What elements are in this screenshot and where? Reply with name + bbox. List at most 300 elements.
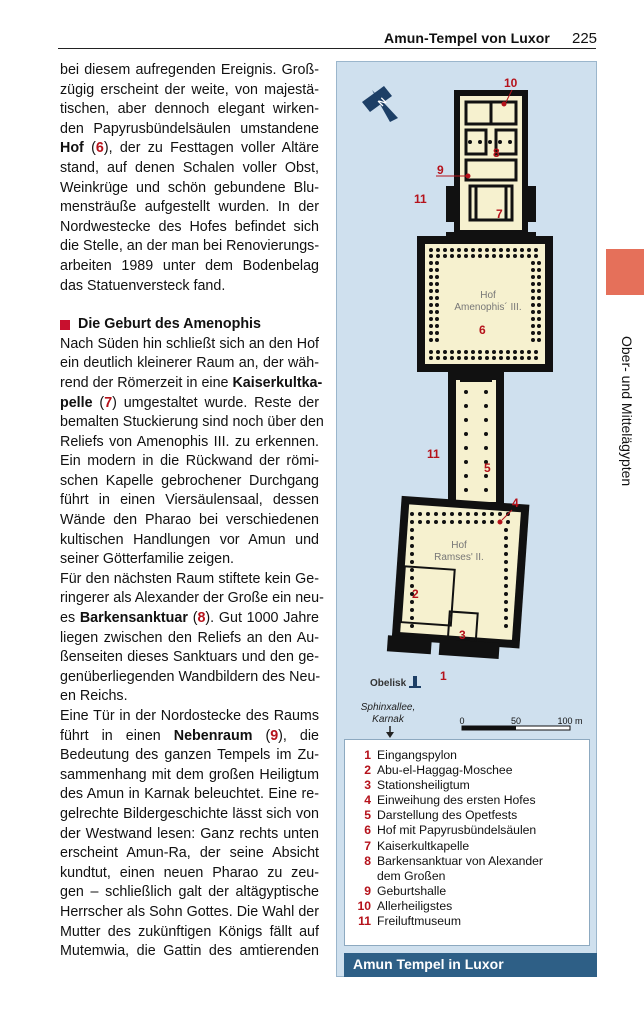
text-line: tischen, aber dennoch elegant wirken-	[60, 101, 319, 118]
map-marker-4: 4	[512, 496, 519, 510]
legend-text: Eingangspylon	[377, 748, 457, 762]
column-dot	[485, 254, 489, 258]
sphinx-label-2: Karnak	[372, 714, 404, 725]
map-legend	[344, 739, 590, 946]
column-dot	[474, 512, 478, 516]
text-line: erscheint Amun-Ra, der seine Absicht	[60, 845, 319, 862]
column-dot	[527, 350, 531, 354]
column-dot	[426, 520, 430, 524]
scale-tick-0: 0	[459, 716, 465, 726]
column-dot	[464, 432, 468, 436]
column-dot	[504, 584, 508, 588]
column-dot	[537, 268, 541, 272]
text-line: Nach Süden hin schließt sich an den Hof	[60, 335, 319, 352]
column-dot	[490, 520, 494, 524]
column-dot	[436, 254, 440, 258]
legend-item	[355, 899, 589, 914]
text-fragment: ). Gut 1000 Jahre	[205, 610, 320, 627]
column-dot	[418, 512, 422, 516]
legend-text: Darstellung des Opetfests	[377, 808, 518, 823]
text-line: gelrechte Bildergeschichte lässt sich von	[60, 805, 319, 822]
column-dot	[457, 356, 461, 360]
column-dot	[499, 248, 503, 252]
text-line: seiner Götterfamilie zeigen.	[60, 551, 235, 568]
column-dot	[504, 552, 508, 556]
column-dot	[466, 520, 470, 524]
map-marker-1: 1	[440, 669, 447, 683]
column-dot	[531, 289, 535, 293]
column-dot	[429, 248, 433, 252]
column-dot	[442, 520, 446, 524]
column-dot	[435, 275, 439, 279]
column-dot	[478, 356, 482, 360]
colonnade	[448, 372, 504, 508]
text-line: sammenhang mit dem großen Heiligtum	[60, 766, 319, 783]
column-dot	[504, 544, 508, 548]
map-marker-11-mid: 11	[427, 447, 440, 461]
text-line: den Papyrusbündelsäulen umstandene	[60, 120, 319, 137]
text-line: führt in einen Viersäulensaal, dessen	[60, 492, 319, 509]
column-dot	[410, 608, 414, 612]
column-dot	[531, 303, 535, 307]
scale-bar	[462, 726, 570, 730]
text-line: der Westwand lesen: Ganz rechts unten	[60, 825, 319, 842]
text-fragment: führt in einen	[60, 727, 174, 744]
column-dot	[450, 512, 454, 516]
map-marker-9: 9	[437, 163, 444, 177]
column-dot	[435, 324, 439, 328]
column-dot	[436, 248, 440, 252]
scale-tick-100: 100 m	[557, 716, 583, 726]
column-dot	[443, 350, 447, 354]
column-dot	[537, 331, 541, 335]
court-amenophis-label-1: Hof	[480, 290, 496, 301]
legend-number: 4	[364, 793, 371, 808]
column-dot	[504, 616, 508, 620]
column-dot	[410, 616, 414, 620]
map-marker-10: 10	[504, 76, 518, 90]
legend-item	[355, 823, 589, 838]
text-line: Für den nächsten Raum stiftete kein Ge-	[60, 570, 319, 587]
map-marker-7: 7	[496, 207, 503, 221]
column-dot	[478, 350, 482, 354]
column-dot	[537, 296, 541, 300]
column-dot	[457, 248, 461, 252]
map-marker-8: 8	[493, 146, 500, 160]
legend-number	[355, 869, 371, 884]
text-fragment: rend der Römerzeit in eine	[60, 374, 233, 391]
map-marker-11-top: 11	[414, 192, 427, 206]
text-line: Hof (6), der zu Festtagen voller Altäre	[60, 140, 320, 157]
column-dot	[418, 520, 422, 524]
column-dot	[537, 282, 541, 286]
text-line: mensträuße aufgestellt wurden. In der	[60, 199, 319, 216]
legend-text: Freiluftmuseum	[377, 914, 461, 929]
text-fragment: es	[60, 610, 80, 627]
legend-text: Barkensanktuar von Alexander	[377, 853, 543, 868]
sphinx-label-1: Sphinxallee,	[360, 702, 416, 713]
column-dot	[506, 254, 510, 258]
column-dot	[464, 446, 468, 450]
column-dot	[466, 512, 470, 516]
court-ramses-label-1: Hof	[451, 540, 467, 551]
column-dot	[482, 520, 486, 524]
column-dot	[478, 140, 482, 144]
legend-text: dem Großen	[377, 868, 446, 883]
column-dot	[513, 248, 517, 252]
column-dot	[520, 254, 524, 258]
text-line: liegen zwischen den Reliefs an den Au-	[60, 629, 319, 646]
column-dot	[410, 560, 414, 564]
column-dot	[450, 254, 454, 258]
legend-number: 3	[364, 778, 371, 793]
column-dot	[527, 248, 531, 252]
text-line: das Statuenversteck fand.	[60, 277, 226, 294]
text-line: bemalten Stuckierung sind noch über den	[60, 414, 324, 431]
column-dot	[513, 356, 517, 360]
legend-item	[355, 763, 589, 778]
running-header-title: Amun-Tempel von Luxor	[384, 30, 550, 46]
column-dot	[508, 140, 512, 144]
column-dot	[513, 254, 517, 258]
column-dot	[504, 592, 508, 596]
legend-number: 6	[364, 823, 371, 838]
column-dot	[443, 356, 447, 360]
column-dot	[410, 544, 414, 548]
column-dot	[435, 296, 439, 300]
column-dot	[464, 356, 468, 360]
column-dot	[429, 261, 433, 265]
column-dot	[429, 282, 433, 286]
column-dot	[410, 568, 414, 572]
column-dot	[429, 317, 433, 321]
column-dot	[429, 268, 433, 272]
column-dot	[537, 324, 541, 328]
text-line: führt in einen Nebenraum (9), die	[60, 727, 319, 744]
legend-number: 1	[364, 748, 371, 762]
column-dot	[531, 275, 535, 279]
chapter-side-label-text: Ober- und Mittelägypten	[619, 336, 635, 487]
legend-item	[355, 793, 589, 808]
section-heading-text: Die Geburt des Amenophis	[78, 316, 261, 333]
text-line: kultischen Handlungen vor Amun und	[60, 531, 319, 548]
column-dot	[484, 488, 488, 492]
column-dot	[484, 404, 488, 408]
column-dot	[410, 528, 414, 532]
column-dot	[429, 303, 433, 307]
text-line: kundtut, einen neuen Pharao zu zeu-	[60, 864, 319, 881]
column-dot	[504, 576, 508, 580]
column-dot	[464, 390, 468, 394]
legend-text: Allerheiligstes	[377, 898, 453, 913]
map-reference: 8	[197, 610, 206, 627]
column-dot	[426, 512, 430, 516]
column-dot	[471, 254, 475, 258]
column-dot	[531, 282, 535, 286]
column-dot	[464, 248, 468, 252]
page-number: 225	[572, 30, 598, 47]
map-marker-6: 6	[479, 323, 486, 337]
column-dot	[513, 350, 517, 354]
column-dot	[537, 261, 541, 265]
column-dot	[484, 418, 488, 422]
text-line: es Barkensanktuar (8). Gut 1000 Jahre	[60, 610, 320, 627]
obelisk-label: Obelisk	[370, 678, 407, 689]
legend-number: 2	[364, 763, 371, 778]
map-marker-5: 5	[484, 461, 491, 475]
column-dot	[504, 560, 508, 564]
column-dot	[488, 140, 492, 144]
column-dot	[464, 254, 468, 258]
column-dot	[436, 350, 440, 354]
column-dot	[534, 350, 538, 354]
arrow-down-icon	[386, 726, 394, 738]
legend-item	[355, 778, 589, 793]
column-dot	[464, 474, 468, 478]
column-dot	[471, 248, 475, 252]
bold-term: Barkensanktuar	[79, 610, 188, 627]
column-dot	[464, 488, 468, 492]
column-dot	[506, 248, 510, 252]
legend-item	[355, 748, 589, 763]
legend-item	[355, 854, 589, 869]
column-dot	[531, 296, 535, 300]
map-reference: 9	[270, 727, 279, 744]
column-dot	[485, 350, 489, 354]
obelisk-icon	[409, 676, 421, 688]
column-dot	[464, 418, 468, 422]
column-dot	[410, 536, 414, 540]
column-dot	[450, 350, 454, 354]
text-line: Eine Tür in der Nordostecke des Raums	[60, 708, 319, 724]
text-line: die Stelle, an der man bei Renovierungs-	[60, 238, 320, 255]
column-dot	[429, 350, 433, 354]
column-dot	[485, 356, 489, 360]
column-dot	[492, 350, 496, 354]
column-dot	[410, 552, 414, 556]
text-line: en Reichs.	[60, 688, 128, 705]
column-dot	[464, 404, 468, 408]
legend-item	[355, 914, 589, 929]
column-dot	[534, 254, 538, 258]
text-line: Reliefs von Amenophis III. zu erkennen.	[60, 433, 319, 450]
map-reference: 7	[104, 394, 113, 411]
column-dot	[443, 248, 447, 252]
column-dot	[531, 317, 535, 321]
column-dot	[464, 350, 468, 354]
column-dot	[474, 520, 478, 524]
column-dot	[429, 254, 433, 258]
column-dot	[435, 289, 439, 293]
map-marker-2: 2	[412, 587, 419, 601]
north-label: N	[376, 96, 390, 109]
column-dot	[531, 338, 535, 342]
column-dot	[435, 317, 439, 321]
column-dot	[499, 254, 503, 258]
column-dot	[492, 248, 496, 252]
column-dot	[506, 520, 510, 524]
column-dot	[435, 282, 439, 286]
text-line: Bedeutung des ganzen Tempels im Zu-	[60, 747, 319, 764]
column-dot	[520, 248, 524, 252]
text-line: Wände den Pharao bei verschiedenen	[60, 512, 319, 529]
column-dot	[504, 528, 508, 532]
text-line: genüberliegenden Wandbildern des Neu-	[60, 668, 321, 685]
column-dot	[410, 520, 414, 524]
column-dot	[490, 512, 494, 516]
column-dot	[429, 289, 433, 293]
bold-term: Kaiserkultka-	[232, 374, 323, 391]
column-dot	[498, 140, 502, 144]
text-line: ßenseiten dieses Sanktuars und den ge-	[60, 649, 319, 666]
column-dot	[499, 356, 503, 360]
column-dot	[534, 248, 538, 252]
bold-term: Nebenraum	[173, 727, 253, 744]
column-dot	[534, 356, 538, 360]
text-line: Weinkrüge und schön gebundene Blu-	[60, 179, 319, 196]
column-dot	[478, 248, 482, 252]
text-line: bei diesem aufregenden Ereignis. Groß-	[60, 62, 319, 78]
text-line: des Amun in Karnak beleuchtet. Eine re-	[60, 786, 319, 803]
column-dot	[435, 310, 439, 314]
column-dot	[531, 331, 535, 335]
column-dot	[482, 512, 486, 516]
text-line: Mutter des zukünftigen Königs fällt auf	[60, 923, 319, 940]
legend-number: 10	[357, 898, 371, 913]
column-dot	[485, 248, 489, 252]
column-dot	[537, 338, 541, 342]
text-line: ein deutlich kleinerer Raum an, der wäh-	[60, 355, 319, 372]
column-dot	[429, 356, 433, 360]
text-line: zügig erscheint der weite, von majestä-	[60, 81, 319, 98]
text-line: Mutemwia, die Gattin des amtierenden	[60, 943, 319, 960]
map-marker-3: 3	[459, 628, 466, 642]
legend-text: Einweihung des ersten Hofes	[377, 793, 536, 808]
column-dot	[484, 432, 488, 436]
column-dot	[504, 536, 508, 540]
column-dot	[435, 338, 439, 342]
column-dot	[537, 303, 541, 307]
column-dot	[435, 331, 439, 335]
bold-term: pelle	[60, 394, 93, 411]
map-reference: 6	[95, 140, 104, 157]
legend-number: 11	[358, 914, 371, 929]
column-dot	[531, 261, 535, 265]
column-dot	[410, 576, 414, 580]
column-dot	[471, 350, 475, 354]
map-caption: Amun Tempel in Luxor	[344, 953, 597, 977]
column-dot	[434, 512, 438, 516]
court-ramses-label-2: Ramses' II.	[434, 552, 484, 563]
legend-number: 8	[364, 853, 371, 868]
column-dot	[429, 275, 433, 279]
column-dot	[443, 254, 447, 258]
legend-item	[355, 839, 589, 854]
column-dot	[531, 310, 535, 314]
column-dot	[468, 140, 472, 144]
column-dot	[499, 350, 503, 354]
column-dot	[435, 261, 439, 265]
column-dot	[410, 624, 414, 628]
text-line: ringerer als Alexander der Große ein neu-	[60, 590, 324, 607]
column-dot	[429, 296, 433, 300]
column-dot	[435, 268, 439, 272]
legend-text: Kaiserkultkapelle	[377, 838, 470, 853]
column-dot	[504, 568, 508, 572]
column-dot	[471, 356, 475, 360]
column-dot	[434, 520, 438, 524]
north-arrow-icon	[362, 86, 398, 122]
column-dot	[429, 338, 433, 342]
column-dot	[478, 254, 482, 258]
column-dot	[458, 520, 462, 524]
column-dot	[492, 254, 496, 258]
text-line: arbeiten 1989 unter dem Bodenbelag	[60, 257, 319, 274]
column-dot	[484, 446, 488, 450]
column-dot	[537, 289, 541, 293]
column-dot	[504, 608, 508, 612]
column-dot	[537, 317, 541, 321]
column-dot	[527, 356, 531, 360]
column-dot	[458, 512, 462, 516]
legend-text: Hof mit Papyrusbündelsäulen	[377, 823, 537, 838]
column-dot	[506, 350, 510, 354]
column-dot	[457, 254, 461, 258]
legend-item	[355, 884, 589, 899]
column-dot	[464, 460, 468, 464]
column-dot	[450, 356, 454, 360]
text-fragment: ) umgestaltet wurde. Reste der	[112, 394, 320, 411]
legend-text: Abu-el-Haggag-Moschee	[377, 763, 513, 778]
text-line: stand, auf denen Schalen voller Obst,	[60, 159, 319, 176]
column-dot	[450, 248, 454, 252]
column-dot	[520, 356, 524, 360]
column-dot	[498, 512, 502, 516]
column-dot	[429, 331, 433, 335]
column-dot	[506, 356, 510, 360]
legend-number: 7	[364, 838, 371, 853]
legend-number: 9	[364, 883, 371, 898]
column-dot	[504, 624, 508, 628]
text-line: schen Kapelle gebrochener Durchgang	[60, 472, 319, 489]
column-dot	[410, 512, 414, 516]
scale-tick-50: 50	[510, 716, 522, 726]
column-dot	[429, 324, 433, 328]
text-line: Ein modern in die Rückwand der römi-	[60, 453, 319, 470]
text-line: pelle (7) umgestaltet wurde. Reste der	[60, 394, 320, 411]
column-dot	[531, 268, 535, 272]
legend-number: 5	[364, 808, 371, 823]
text-line: gen – schließlich galt der altägyptische	[60, 884, 319, 901]
column-dot	[442, 512, 446, 516]
bold-term: Hof	[60, 140, 84, 157]
legend-text: Stationsheiligtum	[377, 778, 470, 793]
court-amenophis-label-2: Amenophis´ III.	[454, 302, 522, 313]
column-dot	[435, 303, 439, 307]
column-dot	[492, 356, 496, 360]
column-dot	[457, 350, 461, 354]
legend-text: Geburtshalle	[377, 883, 447, 898]
column-dot	[504, 600, 508, 604]
legend-item	[355, 869, 589, 884]
text-line: Nordwestecke des Hofes befindet sich	[60, 218, 319, 235]
column-dot	[436, 356, 440, 360]
column-dot	[531, 324, 535, 328]
column-dot	[537, 310, 541, 314]
column-dot	[527, 254, 531, 258]
sanctuary-block	[446, 90, 536, 236]
column-dot	[429, 310, 433, 314]
